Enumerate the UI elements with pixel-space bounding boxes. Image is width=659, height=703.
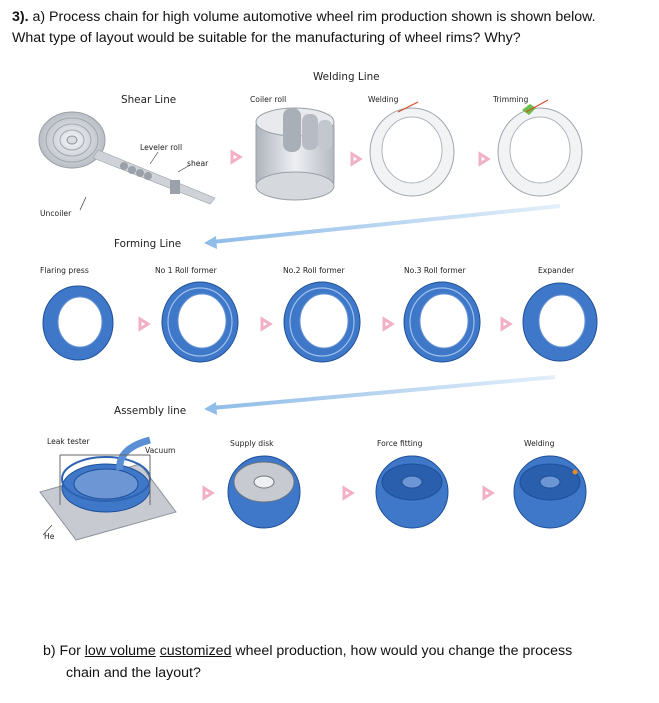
welded-wheel bbox=[514, 456, 586, 528]
step-arrow-7 bbox=[502, 319, 510, 329]
coiler-roll-label: Coiler roll bbox=[250, 95, 287, 104]
supply-disk-label: Supply disk bbox=[230, 439, 274, 448]
step-arrow-10 bbox=[484, 488, 492, 498]
force-fitting-label: Force fitting bbox=[377, 439, 423, 448]
step-arrow-1 bbox=[232, 152, 240, 162]
welding-ring bbox=[370, 102, 454, 196]
vacuum-label: Vacuum bbox=[145, 446, 176, 455]
question-b-underlined-customized: customized bbox=[159, 643, 232, 659]
flow-arrowhead-1 bbox=[204, 236, 217, 249]
leveler-roll-label: Leveler roll bbox=[140, 143, 183, 152]
trimming-label: Trimming bbox=[493, 95, 529, 104]
welding-bottom-label: Welding bbox=[524, 439, 555, 448]
welding-top-label: Welding bbox=[368, 95, 399, 104]
helium-label: He bbox=[44, 532, 55, 541]
question-b-underlined-low-volume: low volume bbox=[84, 643, 156, 659]
shear-line-label: Shear Line bbox=[121, 94, 177, 106]
step-arrow-6 bbox=[384, 319, 392, 329]
rolled-rim-2 bbox=[284, 282, 360, 362]
no1-roll-former-label: No 1 Roll former bbox=[155, 266, 217, 275]
rolled-rim-3 bbox=[404, 282, 480, 362]
step-arrow-5 bbox=[262, 319, 270, 329]
forming-line-label: Forming Line bbox=[114, 238, 182, 250]
uncoiler-coil bbox=[39, 112, 105, 168]
leak-tester-label: Leak tester bbox=[47, 437, 90, 446]
question-b bbox=[43, 640, 643, 684]
flared-rim bbox=[43, 286, 113, 360]
step-arrow-9 bbox=[344, 488, 352, 498]
step-arrow-2 bbox=[352, 154, 360, 164]
force-fitting-wheel bbox=[376, 456, 448, 528]
uncoiler-label: Uncoiler bbox=[40, 209, 72, 218]
step-arrow-4 bbox=[140, 319, 148, 329]
no2-roll-former-label: No.2 Roll former bbox=[283, 266, 345, 275]
question-b-line2: chain and the layout? bbox=[66, 665, 201, 681]
shear-label: shear bbox=[187, 159, 209, 168]
supply-disk-wheel bbox=[228, 456, 300, 528]
step-arrow-8 bbox=[204, 488, 212, 498]
question-number: 3). bbox=[12, 9, 29, 25]
expander-label: Expander bbox=[538, 266, 575, 275]
flow-arrowhead-2 bbox=[204, 402, 217, 415]
question-a-line2: What type of layout would be suitable for the manufacturing of wheel rims? Why? bbox=[12, 30, 521, 46]
uncoiler-pointer bbox=[80, 197, 86, 210]
rolled-rim-1 bbox=[162, 282, 238, 362]
welding-line-label: Welding Line bbox=[313, 71, 380, 83]
flaring-press-label: Flaring press bbox=[40, 266, 89, 275]
flow-arrow-1 bbox=[212, 206, 560, 242]
expanded-rim bbox=[523, 283, 597, 361]
question-b-prefix: b) For bbox=[43, 643, 85, 659]
coiler-roll-drum bbox=[256, 108, 334, 200]
question-a-line1: a) Process chain for high volume automotive wheel rim production shown is shown below. bbox=[28, 9, 596, 25]
step-arrow-3 bbox=[480, 154, 488, 164]
no3-roll-former-label: No.3 Roll former bbox=[404, 266, 466, 275]
question-b-rest: wheel production, how would you change the process bbox=[231, 643, 573, 659]
trimmed-ring bbox=[498, 100, 582, 196]
assembly-line-label: Assembly line bbox=[114, 405, 187, 417]
flow-arrow-2 bbox=[212, 377, 555, 408]
leak-tester bbox=[40, 440, 176, 540]
